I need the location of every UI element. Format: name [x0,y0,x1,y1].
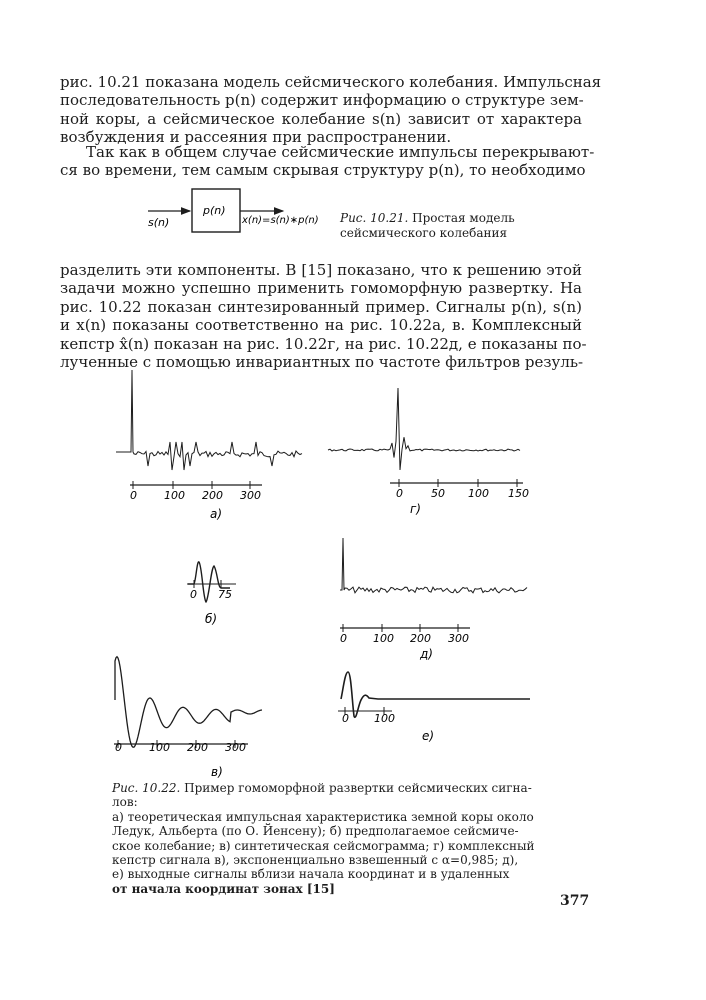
tick-label: 0 [130,489,137,502]
text-line: разделить эти компоненты. В [15] показано, что к решению этой [60,261,582,279]
caption-label: Рис. 10.21. [340,211,409,225]
tick-label: 50 [431,487,445,500]
text-line: лученные с помощью инвариантных по частоте фильтров резуль- [60,353,584,372]
caption-line: кепстр сигнала в), экспоненциально взвешенный с α=0,985; д), [112,853,519,868]
caption-text: Простая модель [408,211,515,225]
caption-label: Рис. 10.22. [112,781,181,795]
panel-b [187,562,236,626]
tick-label: 0 [115,741,122,754]
tick-label: 100 [374,712,395,725]
tick-label: 100 [468,487,489,500]
figure-10-22-caption [112,781,535,896]
tick-label: 200 [410,632,431,645]
caption-text-line2: сейсмического колебания [340,226,508,240]
box-label: p(n) [203,204,226,217]
tick-label: 75 [218,588,232,601]
panel-label: е) [422,729,435,743]
panel-label: г) [410,502,421,516]
figure-10-21-block-diagram [148,189,319,232]
panel-label: д) [420,647,433,661]
tick-label: 150 [508,487,529,500]
panel-label: а) [210,507,223,521]
text-line: рис. 10.22 показан синтезированный пример. Сигналы p(n), s(n) [60,297,582,316]
panel-g-signal [328,388,520,470]
caption-line: а) теоретическая импульсная характеристика земной коры около [112,809,534,824]
tick-label: 100 [149,741,170,754]
tick-label: 100 [373,632,394,645]
text-line: задачи можно успешно применить гомоморфную развертку. На [60,279,582,298]
caption-line: ское колебание; в) синтетическая сейсмограмма; г) комплексный [112,838,535,853]
text-line: рис. 10.21 показана модель сейсмического колебания. Импульсная [60,73,602,91]
tick-label: 200 [202,489,223,502]
tick-label: 0 [396,487,403,500]
text-line: ся во времени, тем самым скрывая структуру p(n), то необходимо [60,161,586,180]
panel-label: в) [211,765,223,779]
panel-g [328,388,529,516]
panel-label: б) [205,612,218,626]
caption-line: лов: [112,795,138,810]
tick-label: 300 [225,741,246,754]
caption-line: е) выходные сигналы вблизи начала координат и в удаленных [112,867,510,882]
panel-d-signal [340,538,527,593]
panel-d [340,538,527,661]
tick-label: 0 [340,632,347,645]
text-line: ной коры, а сейсмическое колебание s(n) зависит от характера [60,109,582,128]
text-line: возбуждения и рассеяния при распространении. [60,128,452,147]
tick-label: 0 [342,712,349,725]
text-line: кепстр x̂(n) показан на рис. 10.22г, на рис. 10.22д, е показаны по- [60,334,587,353]
caption-line: от начала координат зонах [15] [112,881,335,896]
panel-v [114,657,262,779]
tick-label: 300 [448,632,469,645]
panel-a-signal [116,370,302,470]
panel-e [338,672,530,743]
panel-v-signal [115,657,262,748]
page-number: 377 [560,893,590,909]
output-label: x(n)=s(n)∗p(n) [242,215,319,226]
text-line: Так как в общем случае сейсмические импульсы перекрывают- [86,143,595,161]
caption-text: Пример гомоморфной развертки сейсмических сигна- [180,781,532,795]
tick-label: 300 [240,489,261,502]
caption-line: Ледук, Альберта (по О. Йенсену); б) предполагаемое сейсмиче- [112,824,519,839]
tick-label: 0 [190,588,197,601]
tick-label: 200 [187,741,208,754]
input-label: s(n) [148,216,170,229]
text-line: последовательность p(n) содержит информацию о структуре зем- [60,91,584,110]
tick-label: 100 [164,489,185,502]
panel-a [116,370,302,521]
text-line: и x(n) показаны соответственно на рис. 10.22а, в. Комплексный [60,316,582,335]
